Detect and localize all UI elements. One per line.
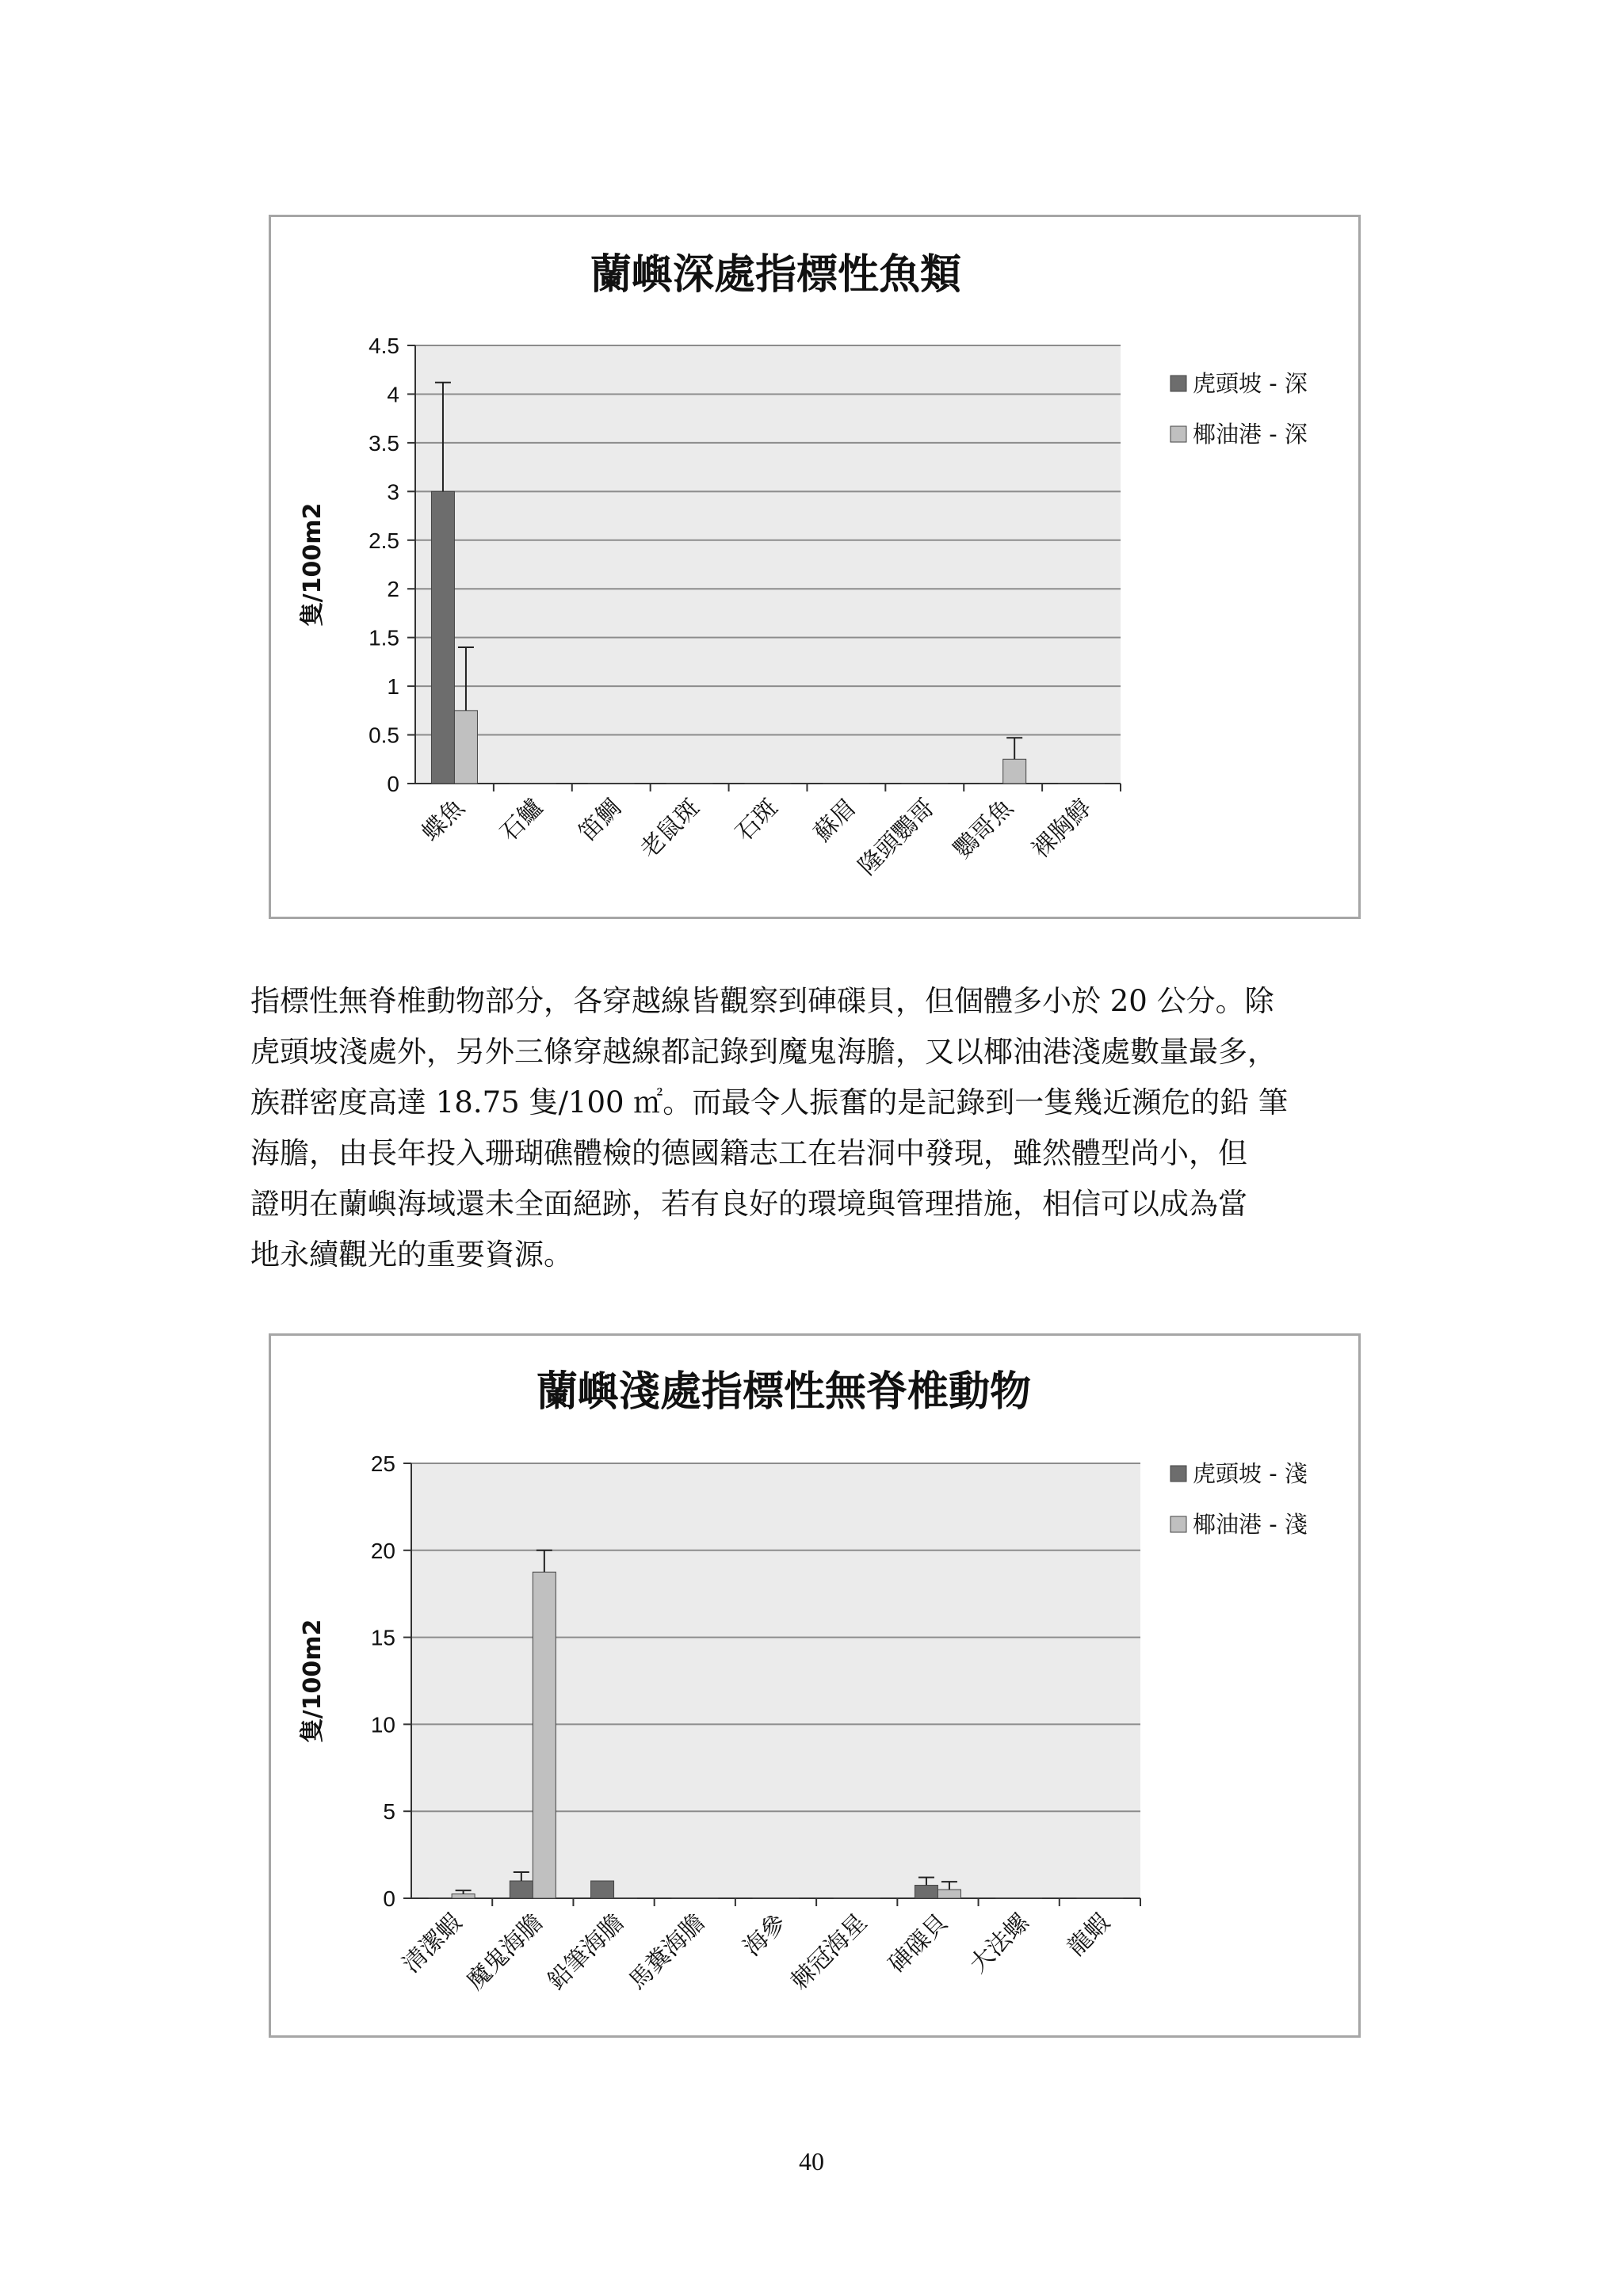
y-axis-label: 隻/100m2 xyxy=(299,502,327,627)
x-tick-label: 清潔蝦 xyxy=(397,1908,468,1979)
chart-fish-deep-svg xyxy=(271,217,1358,917)
x-tick-label: 鉛筆海膽 xyxy=(542,1908,630,1996)
x-tick-label: 龍蝦 xyxy=(1062,1908,1116,1962)
y-tick-label: 4.5 xyxy=(369,334,399,358)
y-tick-label: 10 xyxy=(370,1712,395,1737)
plot-area xyxy=(415,345,1121,784)
bar xyxy=(431,491,454,784)
x-tick-label: 馬糞海膽 xyxy=(623,1908,711,1996)
bar xyxy=(915,1886,938,1898)
chart-invertebrate-shallow-svg xyxy=(271,1336,1358,2035)
chart-title: 蘭嶼深處指標性魚類 xyxy=(590,251,962,299)
y-tick-label: 1.5 xyxy=(369,625,399,650)
chart-fish-deep xyxy=(269,215,1361,919)
plot-area xyxy=(411,1463,1140,1898)
bar xyxy=(591,1881,614,1898)
y-tick-label: 20 xyxy=(370,1538,395,1563)
y-tick-label: 0 xyxy=(383,1886,395,1911)
y-tick-label: 5 xyxy=(383,1799,395,1825)
legend-label: 椰油港 - 深 xyxy=(1193,421,1308,448)
bar xyxy=(1003,759,1026,784)
legend-swatch xyxy=(1170,426,1186,442)
x-tick-label: 隆頭鸚哥 xyxy=(853,793,941,881)
paragraph-line: 指標性無脊椎動物部分，各穿越線皆觀察到硨磲貝，但個體多小於 20 公分。除 xyxy=(250,984,1274,1018)
y-tick-label: 3 xyxy=(387,479,399,505)
y-tick-label: 15 xyxy=(370,1625,395,1650)
x-tick-label: 硨磲貝 xyxy=(883,1908,954,1979)
x-tick-label: 老鼠斑 xyxy=(635,793,705,864)
paragraph-line: 族群密度高達 18.75 隻/100 ㎡。而最令人振奮的是記錄到一隻幾近瀕危的鉛 筆 xyxy=(250,1085,1289,1119)
legend-label: 椰油港 - 淺 xyxy=(1193,1511,1308,1538)
y-tick-label: 2.5 xyxy=(369,528,399,553)
page-number: 40 xyxy=(799,2147,824,2176)
y-tick-label: 0.5 xyxy=(369,723,399,748)
x-tick-label: 笛鯛 xyxy=(573,793,627,848)
paragraph-line: 地永續觀光的重要資源。 xyxy=(250,1238,573,1272)
y-axis-label: 隻/100m2 xyxy=(299,1619,327,1743)
x-tick-label: 蝶魚 xyxy=(416,793,471,848)
x-tick-label: 石鱸 xyxy=(495,793,548,848)
legend-label: 虎頭坡 - 淺 xyxy=(1193,1460,1308,1487)
legend-swatch xyxy=(1170,1466,1186,1482)
legend-swatch xyxy=(1170,376,1186,391)
x-tick-label: 棘冠海星 xyxy=(785,1908,873,1996)
x-tick-label: 蘇眉 xyxy=(808,793,862,848)
x-tick-label: 裸胸鯙 xyxy=(1026,793,1098,864)
chart-invertebrate-shallow xyxy=(269,1333,1361,2038)
bar xyxy=(938,1890,960,1898)
y-tick-label: 25 xyxy=(370,1451,395,1476)
paragraph-line: 虎頭坡淺處外，另外三條穿越線都記錄到魔鬼海膽，又以椰油港淺處數量最多， xyxy=(250,1035,1277,1069)
bar xyxy=(454,711,477,784)
paragraph-line: 證明在蘭嶼海域還未全面絕跡，若有良好的環境與管理措施，相信可以成為當 xyxy=(250,1187,1247,1221)
y-tick-label: 3.5 xyxy=(369,430,399,456)
bar xyxy=(452,1894,475,1898)
legend-swatch xyxy=(1170,1516,1186,1532)
bar xyxy=(533,1572,556,1898)
paragraph-line: 海膽，由長年投入珊瑚礁體檢的德國籍志工在岩洞中發現，雖然體型尚小，但 xyxy=(250,1136,1247,1170)
legend-label: 虎頭坡 - 深 xyxy=(1193,370,1308,397)
x-tick-label: 大法螺 xyxy=(964,1908,1035,1979)
x-tick-label: 鸚哥魚 xyxy=(948,793,1019,864)
bar xyxy=(510,1881,533,1898)
chart-title: 蘭嶼淺處指標性無脊椎動物 xyxy=(536,1368,1032,1416)
x-tick-label: 石斑 xyxy=(730,793,784,848)
y-tick-label: 1 xyxy=(387,674,399,700)
y-tick-label: 0 xyxy=(387,772,399,796)
body-paragraph xyxy=(250,976,1376,1280)
x-tick-label: 海參 xyxy=(738,1908,792,1962)
x-tick-label: 魔鬼海膽 xyxy=(461,1908,548,1996)
y-tick-label: 4 xyxy=(387,382,399,407)
y-tick-label: 2 xyxy=(387,577,399,602)
